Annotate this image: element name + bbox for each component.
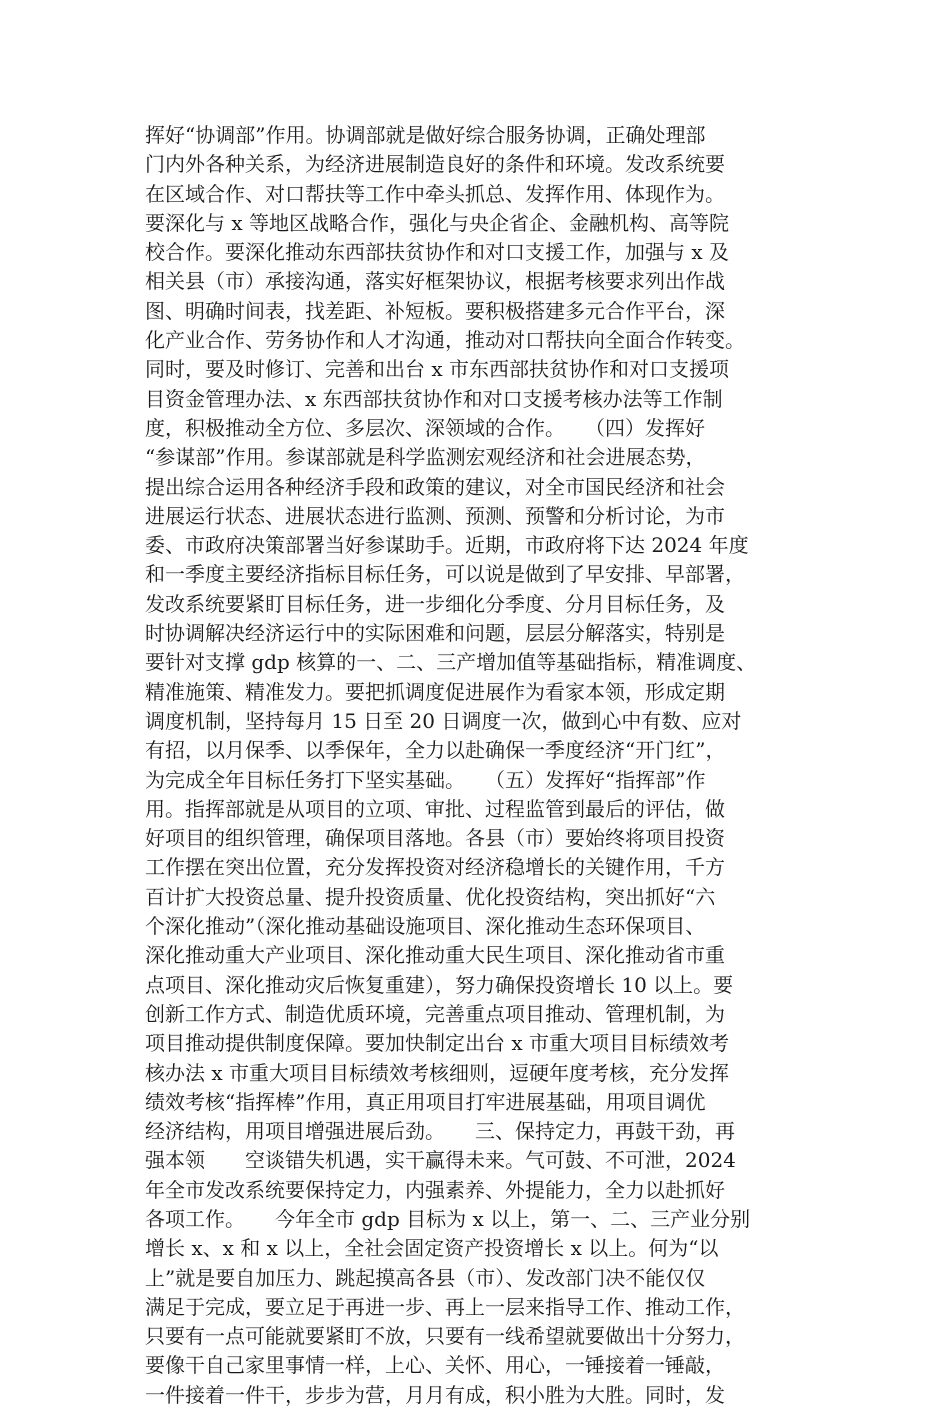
- text-line: 用。指挥部就是从项目的立项、审批、过程监管到最后的评估，做: [145, 796, 725, 821]
- text-line: 增长 x、x 和 x 以上，全社会固定资产投资增长 x 以上。何为“以: [145, 1236, 719, 1261]
- text-line: 时协调解决经济运行中的实际困难和问题，层层分解落实，特别是: [145, 621, 725, 646]
- text-line: 项目推动提供制度保障。要加快制定出台 x 市重大项目目标绩效考: [145, 1031, 729, 1056]
- text-line: 图、明确时间表，找差距、补短板。要积极搭建多元合作平台，深: [145, 298, 725, 323]
- text-line: “参谋部”作用。参谋部就是科学监测宏观经济和社会进展态势，: [145, 445, 706, 470]
- text-line: 工作摆在突出位置，充分发挥投资对经济稳增长的关键作用，千方: [145, 855, 725, 880]
- text-line: 精准施策、精准发力。要把抓调度促进展作为看家本领，形成定期: [145, 679, 725, 704]
- text-line: 同时，要及时修订、完善和出台 x 市东西部扶贫协作和对口支援项: [145, 357, 729, 382]
- text-line: 经济结构，用项目增强进展后劲。 三、保持定力，再鼓干劲，再: [145, 1119, 735, 1144]
- text-line: 各项工作。 今年全市 gdp 目标为 x 以上，第一、二、三产业分别: [145, 1206, 751, 1231]
- text-line: 在区域合作、对口帮扶等工作中牵头抓总、发挥作用、体现作为。: [145, 181, 725, 206]
- text-line: 核办法 x 市重大项目目标绩效考核细则，逗硬年度考核，充分发挥: [145, 1060, 729, 1085]
- text-line: 只要有一点可能就要紧盯不放，只要有一线希望就要做出十分努力，: [145, 1324, 745, 1349]
- body-text: [145, 121, 835, 1410]
- text-line: 点项目、深化推动灾后恢复重建），努力确保投资增长 10 以上。要: [145, 972, 734, 997]
- text-line: 目资金管理办法、x 东西部扶贫协作和对口支援考核办法等工作制: [145, 386, 723, 411]
- text-line: 校合作。要深化推动东西部扶贫协作和对口支援工作，加强与 x 及: [145, 240, 729, 265]
- text-line: 个深化推动”（深化推动基础设施项目、深化推动生态环保项目、: [145, 914, 706, 939]
- text-line: 一件接着一件干，步步为营，月月有成，积小胜为大胜。同时，发: [145, 1382, 725, 1407]
- text-line: 要深化与 x 等地区战略合作，强化与央企省企、金融机构、高等院: [145, 210, 729, 235]
- text-line: 好项目的组织管理，确保项目落地。各县（市）要始终将项目投资: [145, 826, 725, 851]
- text-line: 要像干自己家里事情一样，上心、关怀、用心，一锤接着一锤敲，: [145, 1353, 725, 1378]
- text-line: 和一季度主要经济指标目标任务，可以说是做到了早安排、早部署，: [145, 562, 745, 587]
- text-line: 强本领 空谈错失机遇，实干赢得未来。气可鼓、不可泄，2024: [145, 1148, 736, 1173]
- text-line: 百计扩大投资总量、提升投资质量、优化投资结构，突出抓好“六: [145, 884, 716, 909]
- text-line: 为完成全年目标任务打下坚实基础。 （五）发挥好“指挥部”作: [145, 767, 706, 792]
- text-line: 相关县（市）承接沟通，落实好框架协议，根据考核要求列出作战: [145, 269, 725, 294]
- text-line: 绩效考核“指挥棒”作用，真正用项目打牢进展基础，用项目调优: [145, 1089, 706, 1114]
- text-line: 满足于完成，要立足于再进一步、再上一层来指导工作、推动工作，: [145, 1294, 745, 1319]
- text-line: 要针对支撑 gdp 核算的一、二、三产增加值等基础指标，精准调度、: [145, 650, 757, 675]
- text-line: 有招，以月保季、以季保年，全力以赴确保一季度经济“开门红”，: [145, 738, 726, 763]
- text-line: 提出综合运用各种经济手段和政策的建议，对全市国民经济和社会: [145, 474, 725, 499]
- text-line: 门内外各种关系，为经济进展制造良好的条件和环境。发改系统要: [145, 152, 725, 177]
- text-line: 化产业合作、劳务协作和人才沟通，推动对口帮扶向全面合作转变。: [145, 328, 745, 353]
- text-line: 挥好“协调部”作用。协调部就是做好综合服务协调，正确处理部: [145, 123, 706, 147]
- text-line: 上”就是要自加压力、跳起摸高各县（市）、发改部门决不能仅仅: [145, 1265, 706, 1290]
- text-line: 创新工作方式、制造优质环境，完善重点项目推动、管理机制，为: [145, 1001, 725, 1026]
- text-line: 调度机制，坚持每月 15 日至 20 日调度一次，做到心中有数、应对: [145, 708, 742, 733]
- text-line: 年全市发改系统要保持定力，内强素养、外提能力，全力以赴抓好: [145, 1177, 725, 1202]
- text-line: 进展运行状态、进展状态进行监测、预测、预警和分析讨论，为市: [145, 503, 725, 528]
- text-line: 委、市政府决策部署当好参谋助手。近期，市政府将下达 2024 年度: [145, 533, 749, 558]
- text-line: 深化推动重大产业项目、深化推动重大民生项目、深化推动省市重: [145, 943, 725, 968]
- text-line: 度，积极推动全方位、多层次、深领域的合作。 （四）发挥好: [145, 415, 705, 440]
- text-line: 发改系统要紧盯目标任务，进一步细化分季度、分月目标任务，及: [145, 591, 725, 616]
